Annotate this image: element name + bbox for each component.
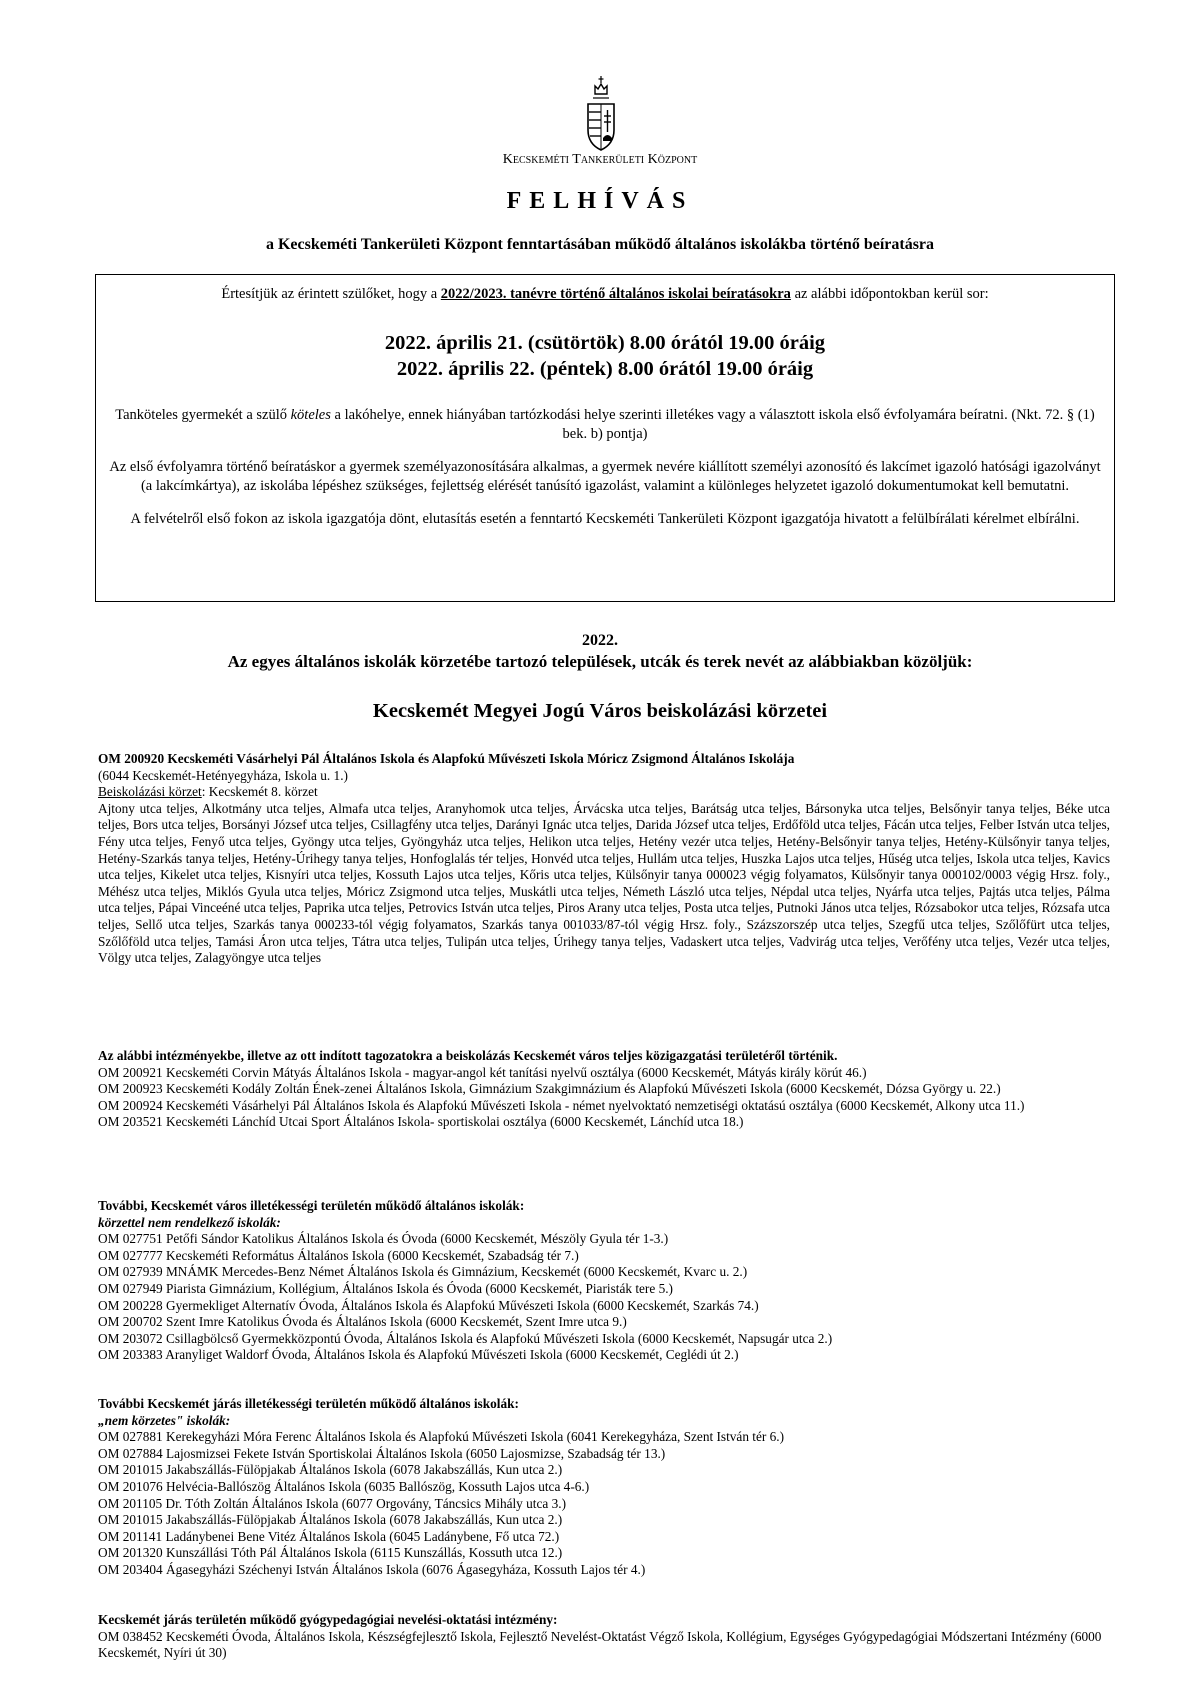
document-title: FELHÍVÁS — [506, 188, 694, 214]
hungarian-coat-of-arms-icon — [584, 74, 618, 152]
citywide-heading: Az alábbi intézményekbe, illetve az ott indított tagozatokra a beiskolázás Kecskemét város teljes közigazgatási területéről történik. — [98, 1048, 838, 1063]
districts-year: 2022. — [582, 632, 618, 649]
list-item: OM 203383 Aranyliget Waldorf Óvoda, Általános Iskola és Alapfokú Művészeti Iskola (6000 Kecskemét, Ceglédi út 2.) — [98, 1347, 739, 1363]
district-schools-heading: További Kecskemét járás illetékességi területén működő általános iskolák: — [98, 1396, 519, 1411]
school-address: (6044 Kecskemét-Hetényegyháza, Iskola u. 1.) — [98, 767, 348, 783]
district-street-list: Ajtony utca teljes, Alkotmány utca teljes, Almafa utca teljes, Aranyhomok utca teljes, Árvácska utca teljes, Barátság utca teljes, Bársonyka utca teljes, Belsőnyir tanya teljes, Béke utca teljes, Bors utca teljes, Borsányi József utca teljes, Csillagfény utca teljes, Darányi Ignác utca teljes, Darida József utca teljes, Erdőföld utca teljes, Fácán utca teljes, Felber István utca teljes, Fény utca teljes, Fenyő utca teljes, Gyöngy utca teljes, Gyöngyház utca teljes, Helikon utca teljes, Hetény vezér utca teljes, Hetény-Belsőnyir tanya teljes, Hetény-Külsőnyir tanya teljes, Hetény-Szarkás tanya teljes, Hetény-Úrihegy tanya teljes, Honfoglalás tér teljes, Honvéd utca teljes, Hullám utca teljes, Huszka Lajos utca teljes, Hűség utca teljes, Iskola utca teljes, Kavics utca teljes, Kikelet utca teljes, Kisnyíri utca teljes, Kossuth Lajos utca teljes, Kőris utca teljes, Külsőnyir tanya 000023 végig folyamatos, Külsőnyir tanya 000102/0003 végig Hrsz. foly., Méhész utca teljes, Miklós Gyula utca teljes, Móricz Zsigmond utca teljes, Muskátli utca teljes, Németh László utca teljes, Népdal utca teljes, Nyárfa utca teljes, Pajtás utca teljes, Pálma utca teljes, Pápai Vinceéné utca teljes, Paprika utca teljes, Petrovics István utca teljes, Piros Arany utca teljes, Posta utca teljes, Putnoki János utca teljes, Rózsabokor utca teljes, Rózsafa utca teljes, Sellő utca teljes, Szarkás tanya 000233-tól végig folyamatos, Szarkás tanya 001033/87-tól végig Hrsz. foly., Százszorszép utca teljes, Szegfű utca teljes, Szőlőfürt utca teljes, Szőlőföld utca teljes, Tamási Áron utca teljes, Tátra utca teljes, Tulipán utca teljes, Úrihegy tanya teljes, Vadaskert utca teljes, Vadvirág utca teljes, Verőfény utca teljes, Vezér utca teljes, Völgy utca teljes, Zalagyöngye utca teljes — [98, 800, 1110, 966]
list-item: OM 201015 Jakabszállás-Fülöpjakab Általános Iskola (6078 Jakabszállás, Kun utca 2.) — [98, 1512, 563, 1528]
list-item: OM 027884 Lajosmizsei Fekete István Sportiskolai Általános Iskola (6050 Lajosmizse, Szabadság tér 13.) — [98, 1445, 666, 1461]
list-item: OM 200921 Kecskeméti Corvin Mátyás Általános Iskola - magyar-angol két tanítási nyelvű osztálya (6000 Kecskemét, Mátyás király körút 46.) — [98, 1064, 867, 1080]
district-label: Beiskolázási körzet — [98, 784, 202, 800]
district-line — [98, 784, 1110, 801]
district-schools-subheading: „nem körzetes" iskolák: — [98, 1412, 231, 1428]
special-education-heading: Kecskemét járás területén működő gyógypedagógiai nevelési-oktatási intézmény: — [98, 1612, 558, 1627]
notice-documents-paragraph: Az első évfolyamra történő beíratáskor a gyermek személyazonosítására alkalmas, a gyermek nevére kiállított személyi azonosító és lakcímet igazoló hatósági igazolványt (a lakcímkártya), az iskolába lépéshez szükséges, fejlettség elérését tanúsító igazolást, valamint a különleges helyzetet igazoló dokumentumokat kell bemutatni. — [109, 459, 1101, 494]
list-item: OM 201320 Kunszállási Tóth Pál Általános Iskola (6115 Kunszállás, Kossuth utca 12.) — [98, 1545, 563, 1561]
city-schools-heading: További, Kecskemét város illetékességi területén működő általános iskolák: — [98, 1198, 525, 1213]
list-item: OM 027949 Piarista Gimnázium, Kollégium, Általános Iskola és Óvoda (6000 Kecskemét, Piaristák tere 5.) — [98, 1280, 673, 1296]
list-item: OM 200228 Gyermekliget Alternatív Óvoda, Általános Iskola és Alapfokú Művészeti Iskola (6000 Kecskemét, Szarkás 74.) — [98, 1297, 759, 1313]
list-item: OM 027777 Kecskeméti Református Általános Iskola (6000 Kecskemét, Szabadság tér 7.) — [98, 1247, 579, 1263]
districts-announcement: Az egyes általános iskolák körzetébe tartozó települések, utcák és terek nevét az alábbiakban közöljük: — [227, 652, 973, 671]
enrollment-notice-box — [95, 274, 1115, 602]
enrollment-date-1: 2022. április 21. (csütörtök) 8.00 órától 19.00 óráig — [384, 332, 826, 354]
city-schools-section — [98, 1198, 1110, 1364]
document-subtitle: a Kecskeméti Tankerületi Központ fenntartásában működő általános iskolákba történő beíratásra — [265, 236, 935, 253]
notice-obligation-paragraph: Tanköteles gyermekét a szülő köteles a lakóhelye, ennek hiányában tartózkodási helye szerinti illetékes vagy a választott iskola első évfolyamára beíratni. (Nkt. 72. § (1) bek. b) pontja) — [115, 407, 1095, 442]
district-schools-section — [98, 1396, 1110, 1579]
citywide-enrollment-section — [98, 1048, 1110, 1131]
list-item: OM 201141 Ladánybenei Bene Vitéz Általános Iskola (6045 Ladánybene, Fő utca 72.) — [98, 1528, 560, 1544]
list-item: OM 200702 Szent Imre Katolikus Óvoda és Általános Iskola (6000 Kecskemét, Szent Imre utca 9.) — [98, 1314, 627, 1330]
list-item: OM 203404 Ágasegyházi Széchenyi István Általános Iskola (6076 Ágasegyháza, Kossuth Lajos tér 4.) — [98, 1561, 646, 1577]
list-item: OM 203072 Csillagbölcső Gyermekközpontú Óvoda, Általános Iskola és Alapfokú Művészeti Iskola (6000 Kecskemét, Napsugár utca 2.) — [98, 1330, 833, 1346]
notice-intro: Értesítjük az érintett szülőket, hogy a 2022/2023. tanévre történő általános iskolai beíratásokra az alábbi időpontokban kerül sor: — [221, 286, 989, 302]
list-item: OM 201105 Dr. Tóth Zoltán Általános Iskola (6077 Orgovány, Táncsics Mihály utca 3.) — [98, 1495, 567, 1511]
notice-decision-paragraph: A felvételről első fokon az iskola igazgatója dönt, elutasítás esetén a fenntartó Kecskeméti Tankerületi Központ igazgatója hivatott a felülbírálati kérelmet elbírálni. — [130, 511, 1080, 527]
school-district-section — [98, 751, 1110, 967]
list-item: OM 200924 Kecskeméti Vásárhelyi Pál Általános Iskola és Alapfokú Művészeti Iskola - német nyelvoktató nemzetiségi oktatású osztálya (6000 Kecskemét, Alkony utca 11.) — [98, 1097, 1025, 1113]
list-item: OM 038452 Kecskeméti Óvoda, Általános Iskola, Készségfejlesztő Iskola, Fejlesztő Nevelést-Oktatást Végző Iskola, Kollégium, Egységes Gyógypedagógiai Módszertani Intézmény (6000 Kecskemét, Nyíri út 30) — [98, 1628, 1102, 1661]
list-item: OM 027751 Petőfi Sándor Katolikus Általános Iskola és Óvoda (6000 Kecskemét, Mészöly Gyula tér 1-3.) — [98, 1231, 669, 1247]
organization-name: Kecskeméti Tankerületi Központ — [502, 152, 698, 167]
enrollment-dates — [108, 330, 1102, 382]
enrollment-date-2: 2022. április 22. (péntek) 8.00 órától 19.00 óráig — [396, 358, 814, 380]
school-name: OM 200920 Kecskeméti Vásárhelyi Pál Általános Iskola és Alapfokú Művészeti Iskola Móricz Zsigmond Általános Iskolája — [98, 751, 795, 766]
list-item: OM 027939 MNÁMK Mercedes-Benz Német Általános Iskola és Gimnázium, Kecskemét (6000 Kecskemét, Kvarc u. 2.) — [98, 1264, 748, 1280]
list-item: OM 200923 Kecskeméti Kodály Zoltán Ének-zenei Általános Iskola, Gimnázium Szakgimnázium és Alapfokú Művészeti Iskola (6000 Kecskemét, Dózsa György u. 22.) — [98, 1081, 1001, 1097]
city-schools-subheading: körzettel nem rendelkező iskolák: — [98, 1214, 281, 1230]
special-education-section — [98, 1612, 1110, 1662]
school-year-link-text: 2022/2023. tanévre történő általános iskolai beíratásokra — [440, 286, 791, 302]
district-value: : Kecskemét 8. körzet — [201, 784, 318, 800]
city-districts-title: Kecskemét Megyei Jogú Város beiskolázási körzetei — [372, 700, 828, 722]
list-item: OM 201076 Helvécia-Ballószög Általános Iskola (6035 Ballószög, Kossuth Lajos utca 4-6.) — [98, 1478, 590, 1494]
list-item: OM 201015 Jakabszállás-Fülöpjakab Általános Iskola (6078 Jakabszállás, Kun utca 2.) — [98, 1462, 563, 1478]
list-item: OM 027881 Kerekegyházi Móra Ferenc Általános Iskola és Alapfokú Művészeti Iskola (6041 Kerekegyháza, Szent István tér 6.) — [98, 1429, 785, 1445]
list-item: OM 203521 Kecskeméti Lánchíd Utcai Sport Általános Iskola- sportiskolai osztálya (6000 Kecskemét, Lánchíd utca 18.) — [98, 1114, 744, 1130]
